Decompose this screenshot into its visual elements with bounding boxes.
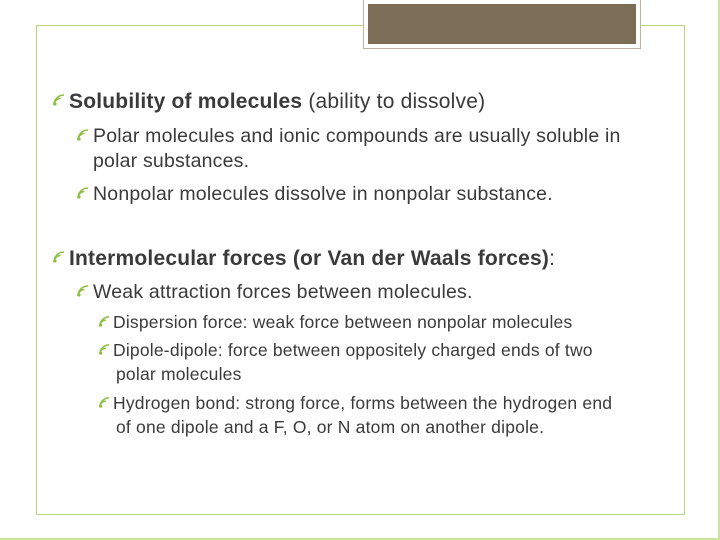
bullet-polar	[76, 125, 621, 148]
dispersion-text: Dispersion force: weak force between nonpolar molecules	[113, 312, 573, 332]
hydrogen-text-line2: of one dipole and a F, O, or N atom on another dipole.	[116, 417, 545, 437]
wifi-bullet-icon	[98, 343, 111, 356]
hydrogen-text-line1: Hydrogen bond: strong force, forms between the hydrogen end	[113, 393, 613, 413]
dipole-text-line1: Dipole-dipole: force between oppositely charged ends of two	[113, 340, 593, 360]
bullet-dipole	[98, 340, 593, 361]
nonpolar-text: Nonpolar molecules dissolve in nonpolar substance.	[93, 183, 553, 205]
intermolecular-heading-colon: :	[549, 247, 556, 270]
solubility-heading-note: (ability to dissolve)	[302, 90, 486, 113]
intermolecular-heading-bold: Intermolecular forces (or Van der Waals forces)	[69, 247, 550, 270]
bullet-intermolecular	[52, 247, 555, 271]
weak-text: Weak attraction forces between molecules.	[93, 281, 473, 303]
wifi-bullet-icon	[98, 315, 111, 328]
solubility-heading-bold: Solubility of molecules	[69, 90, 303, 113]
wifi-bullet-icon	[52, 250, 66, 264]
dipole-text-line2: polar molecules	[116, 364, 242, 384]
polar-text-line2: polar substances.	[93, 150, 250, 172]
polar-text-line1: Polar molecules and ionic compounds are usually soluble in	[93, 125, 621, 147]
wifi-bullet-icon	[98, 396, 111, 409]
bullet-weak	[76, 281, 473, 304]
bullet-solubility	[52, 90, 485, 114]
bullet-hydrogen	[98, 393, 612, 414]
title-bar	[364, 0, 640, 48]
wifi-bullet-icon	[76, 186, 90, 200]
wifi-bullet-icon	[76, 128, 90, 142]
wifi-bullet-icon	[52, 93, 66, 107]
wifi-bullet-icon	[76, 284, 90, 298]
bullet-dispersion	[98, 312, 572, 333]
bullet-nonpolar	[76, 183, 553, 206]
